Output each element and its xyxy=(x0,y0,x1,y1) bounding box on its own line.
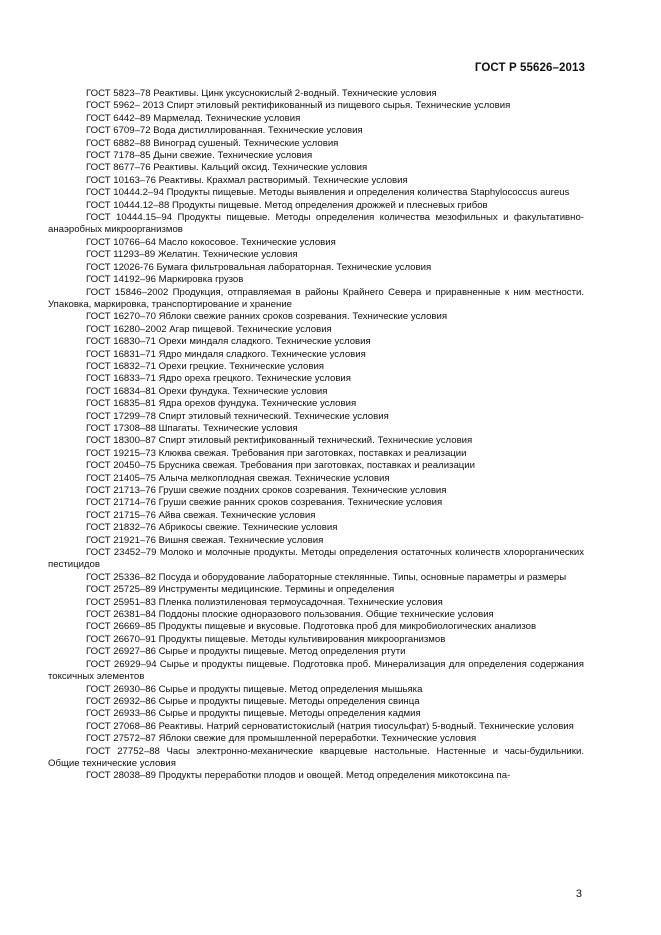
reference-entry: ГОСТ 20450–75 Брусника свежая. Требования при заготовках, поставках и реализации xyxy=(86,460,476,472)
reference-entry: ГОСТ 5962– 2013 Спирт этиловый ректификованный из пищевого сырья. Технические условия xyxy=(86,100,511,112)
reference-entry: ГОСТ 25951–83 Пленка полиэтиленовая термоусадочная. Технические условия xyxy=(86,596,443,608)
reference-entry: ГОСТ 6709–72 Вода дистиллированная. Технические условия xyxy=(86,125,363,137)
reference-entry: ГОСТ 8677–76 Реактивы. Кальций оксид. Технические условия xyxy=(86,162,368,174)
reference-entry: ГОСТ 21921–76 Вишня свежая. Технические условия xyxy=(86,534,324,546)
reference-entry: ГОСТ 16832–71 Орехи грецкие. Технические условия xyxy=(86,360,325,372)
reference-entry: ГОСТ 26927–86 Сырье и продукты пищевые. Метод определения ртути xyxy=(86,646,406,658)
reference-entry: ГОСТ 27068–86 Реактивы. Натрий серноватистокислый (натрия тиосульфат) 5-водный. Технические условия xyxy=(86,720,574,732)
reference-entry: ГОСТ 27752–88 Часы электронно-механические кварцевые настольные. Настенные и часы-будильники. Общие технические условия xyxy=(48,745,584,769)
reference-entry: ГОСТ 26669–85 Продукты пищевые и вкусовые. Подготовка проб для микробиологических анализов xyxy=(86,621,537,633)
reference-entry: ГОСТ 16831–71 Ядро миндаля сладкого. Технические условия xyxy=(86,348,366,360)
reference-entry: ГОСТ 18300–87 Спирт этиловый ректификованный технический. Технические условия xyxy=(86,435,473,447)
reference-entry: ГОСТ 25725–89 Инструменты медицинские. Термины и определения xyxy=(86,584,395,596)
reference-entry: ГОСТ 5823–78 Реактивы. Цинк уксуснокислый 2-водный. Технические условия xyxy=(86,88,437,99)
reference-entry: ГОСТ 23452–79 Молоко и молочные продукты. Методы определения остаточных количеств хлорорганических пестицидов xyxy=(48,547,584,571)
reference-entry: ГОСТ 21714–76 Груши свежие ранних сроков созревания. Технические условия xyxy=(86,497,443,509)
reference-entry: ГОСТ 16833–71 Ядро ореха грецкого. Технические условия xyxy=(86,373,351,385)
reference-entry: ГОСТ 17299–78 Спирт этиловый технический. Технические условия xyxy=(86,410,389,422)
reference-entry: ГОСТ 7178–85 Дыни свежие. Технические условия xyxy=(86,150,313,162)
reference-entry: ГОСТ 26932–86 Сырье и продукты пищевые. Методы определения свинца xyxy=(86,695,420,707)
reference-entry: ГОСТ 19215–73 Клюква свежая. Требования при заготовках, поставках и реализации xyxy=(86,447,467,459)
reference-entry: ГОСТ 10444.12–88 Продукты пищевые. Метод определения дрожжей и плесневых грибов xyxy=(86,199,488,211)
reference-entry: ГОСТ 10444.15–94 Продукты пищевые. Методы определения количества мезофильных и факультативно-анаэробных микроорганизмов xyxy=(48,212,584,236)
reference-entry: ГОСТ 16834–81 Орехи фундука. Технические условия xyxy=(86,385,328,397)
reference-entry: ГОСТ 17308–88 Шпагаты. Технические условия xyxy=(86,422,298,434)
references-list xyxy=(48,88,584,783)
reference-entry: ГОСТ 26930–86 Сырье и продукты пищевые. Метод определения мышьяка xyxy=(86,683,423,695)
reference-entry: ГОСТ 15846–2002 Продукция, отправляемая в районы Крайнего Севера и приравненные к ним местности. Упаковка, маркировка, транспортирование и хранение xyxy=(48,286,584,310)
reference-entry: ГОСТ 21832–76 Абрикосы свежие. Технические условия xyxy=(86,522,338,534)
reference-entry: ГОСТ 26670–91 Продукты пищевые. Методы культивирования микроорганизмов xyxy=(86,633,446,645)
reference-entry: ГОСТ 16280–2002 Агар пищевой. Технические условия xyxy=(86,323,332,335)
reference-entry: ГОСТ 16270–70 Яблоки свежие ранних сроков созревания. Технические условия xyxy=(86,311,448,323)
reference-entry: ГОСТ 16835–81 Ядра орехов фундука. Технические условия xyxy=(86,398,357,410)
reference-entry: ГОСТ 21405–75 Алыча мелкоплодная свежая. Технические условия xyxy=(86,472,390,484)
reference-entry: ГОСТ 28038–89 Продукты переработки плодов и овощей. Метод определения микотоксина па- xyxy=(86,770,511,782)
reference-entry: ГОСТ 12026-76 Бумага фильтровальная лабораторная. Технические условия xyxy=(86,261,432,273)
reference-entry: ГОСТ 26929–94 Сырье и продукты пищевые. Подготовка проб. Минерализация для определения содержания токсичных элементов xyxy=(48,658,584,683)
reference-entry: ГОСТ 25336–82 Посуда и оборудование лабораторные стеклянные. Типы, основные параметры и размеры xyxy=(86,571,567,583)
reference-entry: ГОСТ 11293–89 Желатин. Технические условия xyxy=(86,249,298,261)
reference-entry: ГОСТ 10766–64 Масло кокосовое. Технические условия xyxy=(86,236,336,248)
reference-entry: ГОСТ 14192–96 Маркировка грузов xyxy=(86,274,244,286)
reference-entry: ГОСТ 26381–84 Поддоны плоские одноразового пользования. Общие технические условия xyxy=(86,609,494,621)
reference-entry: ГОСТ 21715–76 Айва свежая. Технические условия xyxy=(86,509,316,521)
reference-entry: ГОСТ 10444.2–94 Продукты пищевые. Методы выявления и определения количества Staphylococcus aureus xyxy=(86,187,570,199)
reference-entry: ГОСТ 26933–86 Сырье и продукты пищевые. Методы определения кадмия xyxy=(86,708,421,720)
page-number: 3 xyxy=(575,888,582,900)
reference-entry: ГОСТ 6882–88 Виноград сушеный. Технические условия xyxy=(86,137,339,149)
reference-entry: ГОСТ 27572–87 Яблоки свежие для промышленной переработки. Технические условия xyxy=(86,733,477,745)
document-header: ГОСТ Р 55626–2013 xyxy=(474,62,585,74)
reference-entry: ГОСТ 16830–71 Орехи миндаля сладкого. Технические условия xyxy=(86,336,371,348)
reference-entry: ГОСТ 6442–89 Мармелад. Технические условия xyxy=(86,112,301,124)
reference-entry: ГОСТ 21713–76 Груши свежие поздних сроков созревания. Технические условия xyxy=(86,485,447,496)
reference-entry: ГОСТ 10163–76 Реактивы. Крахмал растворимый. Технические условия xyxy=(86,174,408,186)
